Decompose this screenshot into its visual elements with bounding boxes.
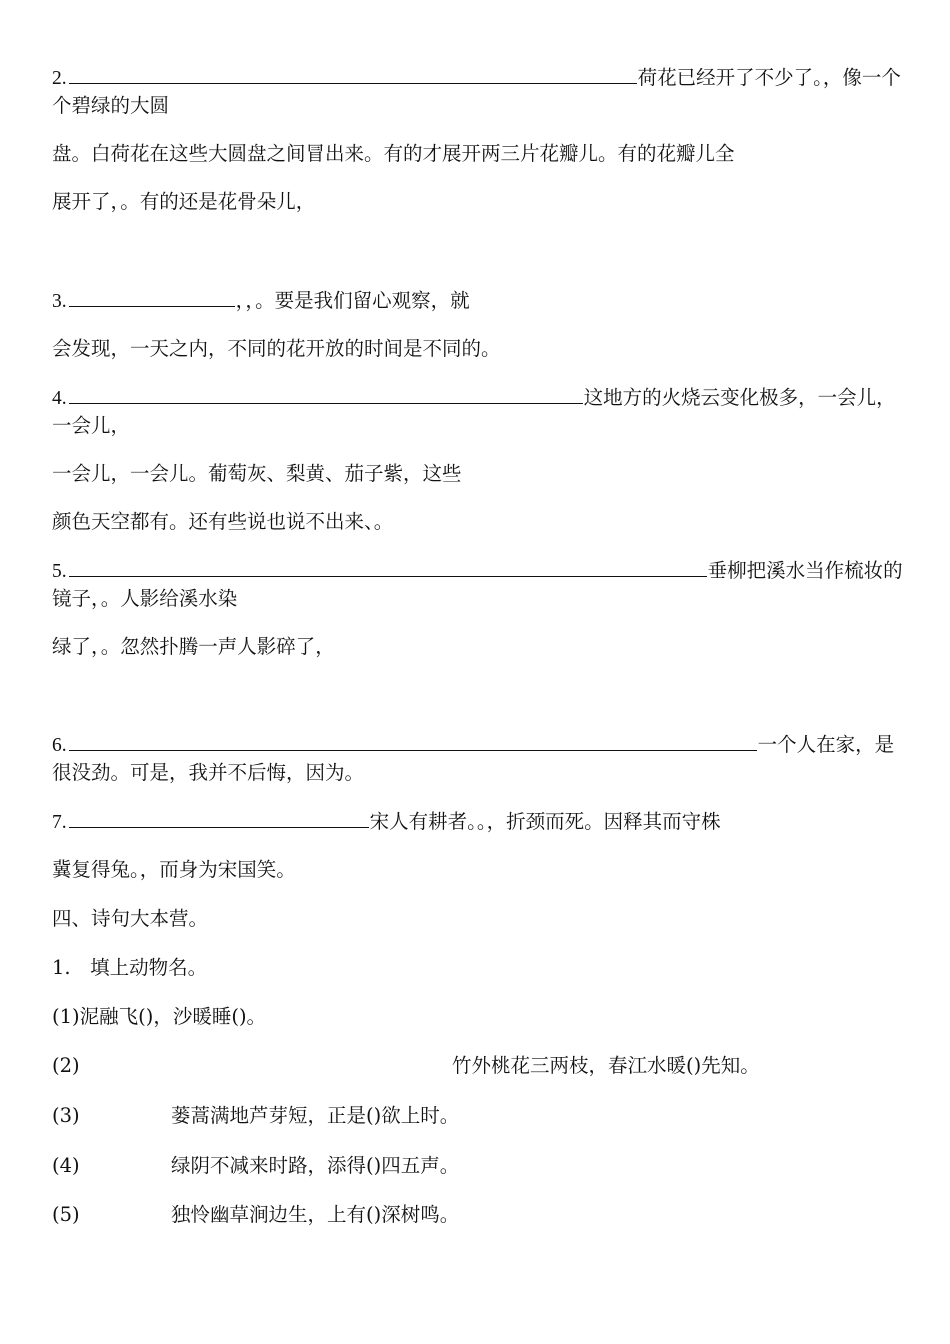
item-text: 宋人有耕者。。，折颈而死。因释其而守株 (369, 810, 721, 833)
item-4-line-3: 颜色天空都有。还有些说也说不出来、。 (52, 510, 394, 533)
item-text-wrap: 会儿，一会儿， (52, 386, 896, 437)
item-text-wrap: 妆的镜子，。人影给溪水染 (52, 559, 903, 610)
item-7-line-2: 冀复得兔。，而身为宋国笑。 (52, 858, 296, 881)
poem-3-text: 蒌蒿满地芦芽短，正是()欲上时。 (171, 1104, 460, 1127)
item-text-wrap: 像一个个碧绿的大圆 (52, 66, 901, 117)
poem-2-text: 竹外桃花三两枝，春江水暖()先知。 (452, 1054, 760, 1077)
item-5-line-1 (52, 556, 904, 612)
item-number: 2. (52, 68, 67, 89)
item-2-line-2: 盘。白荷花在这些大圆盘之间冒出来。有的才展开两三片花瓣儿。有的花瓣儿全 (52, 142, 735, 165)
poem-3-label: (3) (52, 1104, 80, 1127)
item-number: 7. (52, 812, 67, 833)
item-2-line-1 (52, 63, 904, 119)
item-3-line-2: 会发现，一天之内，不同的花开放的时间是不同的。 (52, 337, 501, 360)
item-4-line-2: 一会儿，一会儿。葡萄灰、梨黄、茄子紫，这些 (52, 462, 462, 485)
poem-4-label: (4) (52, 1154, 80, 1177)
item-3-line-1 (52, 286, 470, 315)
section-4-heading: 四、诗句大本营。 (52, 907, 209, 930)
poem-5-text: 独怜幽草涧边生，上有()深树鸣。 (171, 1203, 460, 1226)
item-2-line-3: 展开了，。有的还是花骨朵儿， (52, 190, 316, 213)
item-text-wrap: 是很没劲。可是，我并不后悔，因为。 (52, 733, 895, 784)
fill-blank[interactable] (69, 730, 757, 751)
item-7-line-1 (52, 807, 721, 836)
item-text: ，，。要是我们留心观察，就 (235, 289, 470, 312)
item-number: 5. (52, 561, 67, 582)
item-number: 6. (52, 735, 67, 756)
item-text: 一个人在家， (757, 733, 875, 756)
item-text: 这地方的火烧云变化极多，一 (583, 386, 838, 409)
section-4-sub-1: 1. 填上动物名。 (52, 956, 208, 979)
item-6-line-1 (52, 730, 904, 786)
poem-1: (1)泥融飞()，沙暖睡()。 (52, 1005, 267, 1028)
fill-blank[interactable] (69, 383, 583, 404)
fill-blank[interactable] (69, 63, 637, 84)
fill-blank[interactable] (69, 556, 707, 577)
poem-2-label: (2) (52, 1054, 80, 1077)
item-number: 3. (52, 291, 67, 312)
item-text: 垂柳把溪水当作梳 (707, 559, 864, 582)
fill-blank[interactable] (69, 286, 235, 307)
item-number: 4. (52, 388, 67, 409)
item-text: 荷花已经开了不少了。， (637, 66, 843, 89)
poem-5-label: (5) (52, 1203, 80, 1226)
fill-blank[interactable] (69, 807, 369, 828)
item-5-line-2: 绿了，。忽然扑腾一声人影碎了， (52, 635, 335, 658)
item-4-line-1 (52, 383, 904, 439)
poem-4-text: 绿阴不减来时路，添得()四五声。 (171, 1154, 460, 1177)
